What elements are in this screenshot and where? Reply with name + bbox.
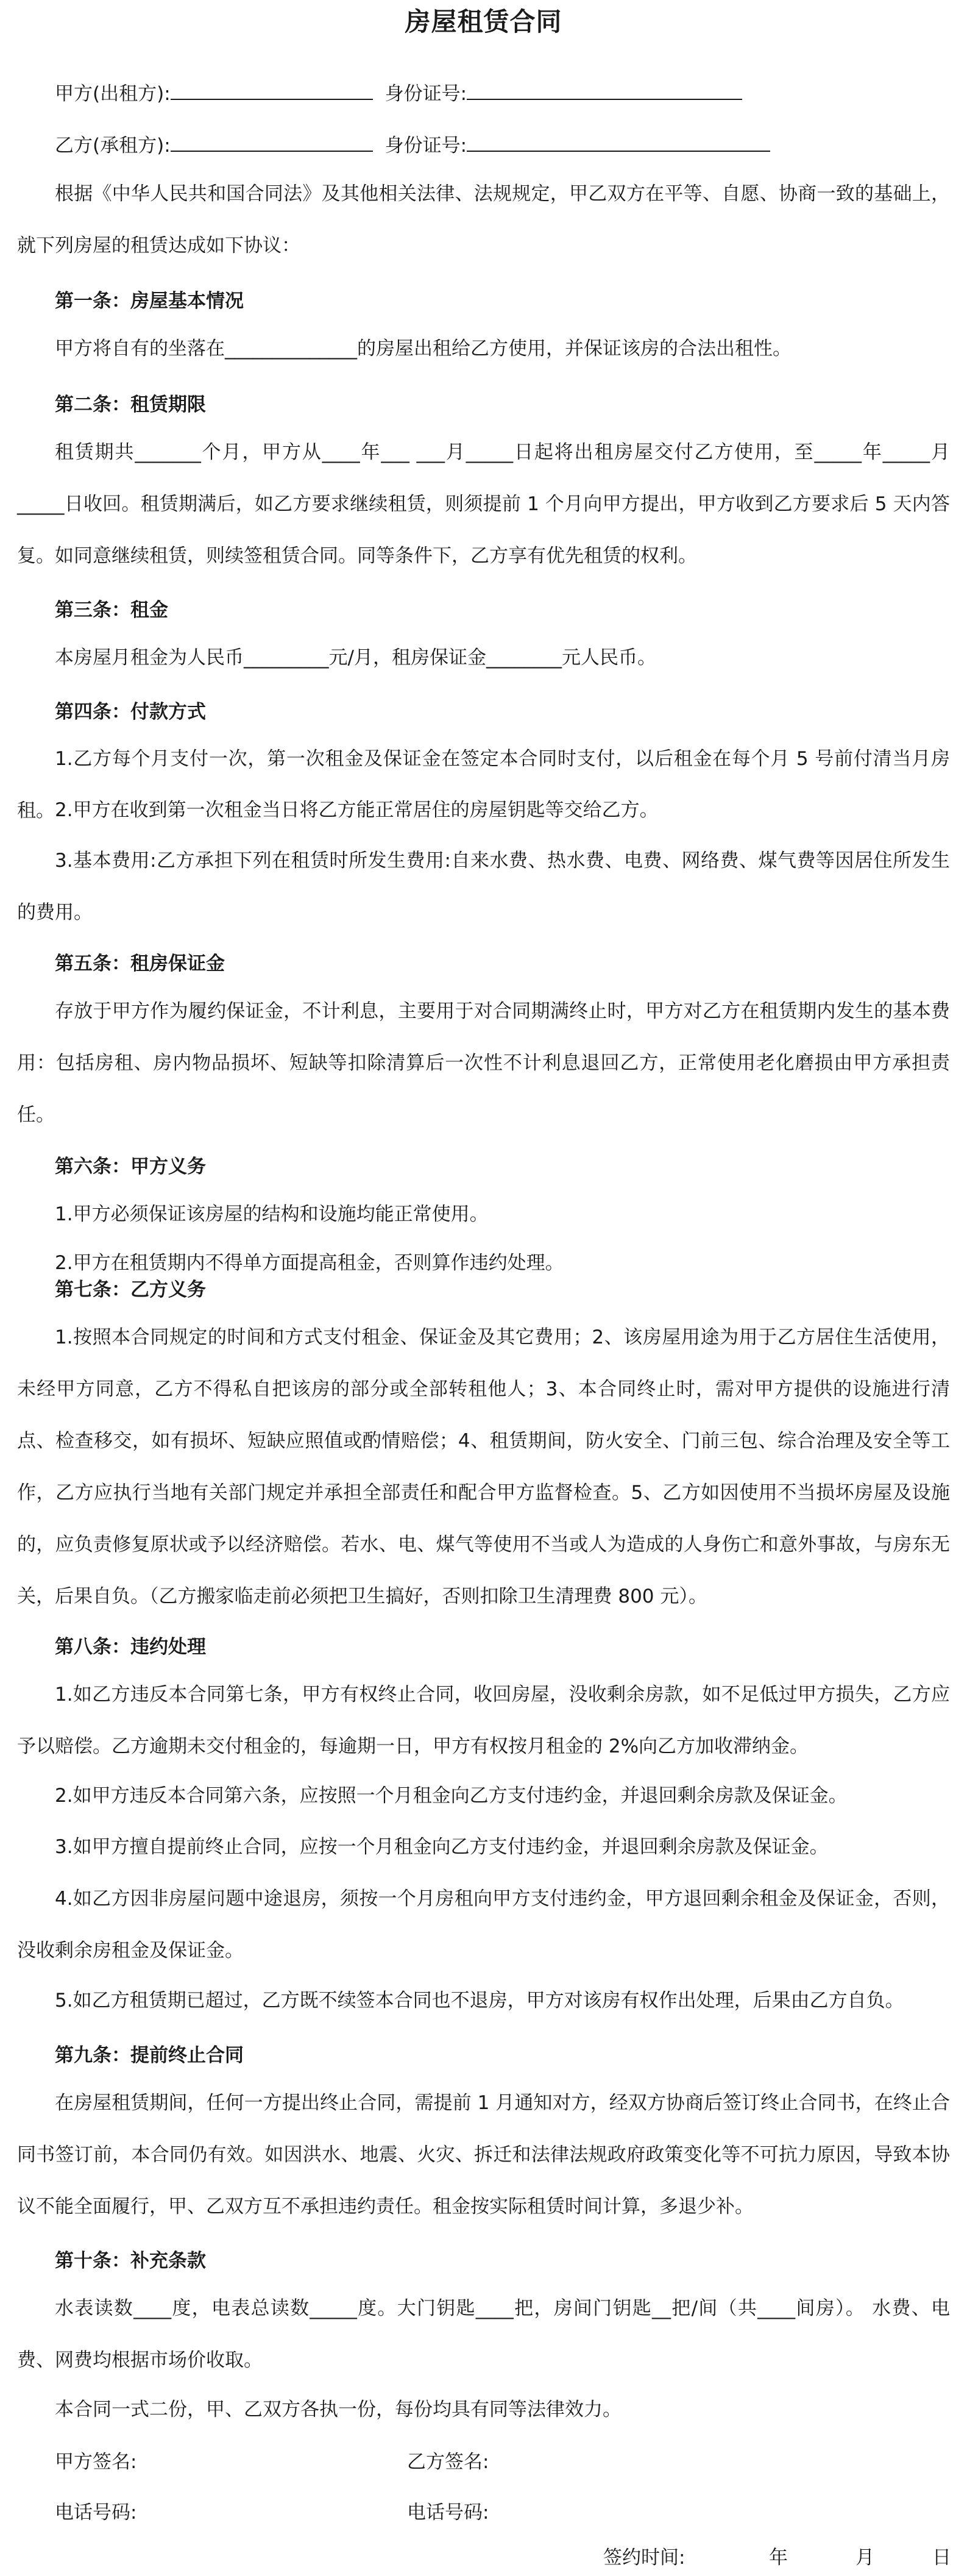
article-4-item-3: 3.基本费用:乙方承担下列在租赁时所发生费用:自来水费、热水费、电费、网络费、煤气费等因居住所发生的费用。 — [17, 850, 950, 923]
intro-paragraph: 根据《中华人民共和国合同法》及其他相关法律、法规规定，甲乙双方在平等、自愿、协商一致的基础上，就下列房屋的租赁达成如下协议： — [17, 183, 950, 257]
sign-month-label: 月 — [855, 2547, 874, 2569]
article-10-item-1: 水表读数____度，电表总读数_____度。大门钥匙____把，房间门钥匙__把/间（共____间房）。 水费、电费、网费均根据市场价收取。 — [17, 2297, 950, 2371]
article-8-item-3: 3.如甲方擅自提前终止合同，应按一个月租金向乙方支付违约金，并退回剩余房款及保证金。 — [55, 1836, 829, 1858]
document-title: 房屋租赁合同 — [405, 7, 562, 37]
article-9-heading: 第九条：提前终止合同 — [55, 2044, 244, 2066]
party-b-label: 乙方(承租方): — [55, 135, 171, 157]
party-b-id-label: 身份证号: — [384, 135, 467, 157]
party-b-phone-label: 电话号码: — [407, 2502, 489, 2524]
article-3-text: 本房屋月租金为人民币_________元/月，租房保证金________元人民币。 — [55, 647, 656, 669]
party-a-blank — [171, 80, 373, 100]
sign-time-label: 签约时间: — [603, 2547, 685, 2569]
article-6-item-1: 1.甲方必须保证该房屋的结构和设施均能正常使用。 — [55, 1203, 489, 1225]
article-8-item-4: 4.如乙方因非房屋问题中途退房，须按一个月房租向甲方支付违约金，甲方退回剩余租金及保证金，否则，没收剩余房租金及保证金。 — [17, 1888, 950, 1962]
article-10-heading: 第十条：补充条款 — [55, 2250, 206, 2272]
sign-year-label: 年 — [769, 2547, 788, 2569]
party-b-id-blank — [467, 132, 770, 152]
party-a-id-label: 身份证号: — [384, 83, 467, 105]
article-9-text: 在房屋租赁期间，任何一方提出终止合同，需提前 1 月通知对方，经双方协商后签订终止合同书，在终止合同书签订前，本合同仍有效。如因洪水、地震、火灾、拆迁和法律法规政府政策变化等不可抗力原因，导致本协议不能全面履行，甲、乙双方互不承担违约责任。租金按实际租赁时间计算，多退少补。 — [17, 2092, 950, 2218]
article-4-item-1: 1.乙方每个月支付一次，第一次租金及保证金在签定本合同时支付，以后租金在每个月 5 号前付清当月房租。 — [17, 748, 950, 822]
article-4-heading: 第四条：付款方式 — [55, 701, 206, 723]
article-5-text: 存放于甲方作为履约保证金，不计利息，主要用于对合同期满终止时，甲方对乙方在租赁期内发生的基本费用：包括房租、房内物品损坏、短缺等扣除清算后一次性不计利息退回乙方，正常使用老化磨损由甲方承担责任。 — [17, 1000, 950, 1126]
article-10-item-2: 本合同一式二份，甲、乙双方各执一份，每份均具有同等法律效力。 — [55, 2399, 622, 2421]
article-2-text: 租赁期共_______个月，甲方从____年___ ___月_____日起将出租房屋交付乙方使用，至_____年_____月_____日收回。租赁期满后，如乙方要求继续租赁，则须提前 1 个月向甲方提出，甲方收到乙方要求后 5 天内答复。如同意继续租赁，则续签租赁合同。同等条件下，乙方享有优先租赁的权利。 — [17, 441, 950, 567]
article-1-heading: 第一条：房屋基本情况 — [55, 290, 244, 312]
article-8-heading: 第八条：违约处理 — [55, 1636, 206, 1658]
party-b-blank — [171, 132, 373, 152]
article-6-item-2: 2.甲方在租赁期内不得单方面提高租金，否则算作违约处理。 — [55, 1252, 564, 1274]
party-a-label: 甲方(出租方): — [55, 83, 171, 105]
sign-day-label: 日 — [932, 2547, 951, 2569]
party-a-signature-label: 甲方签名: — [55, 2451, 137, 2473]
article-6-heading: 第六条：甲方义务 — [55, 1156, 206, 1178]
article-3-heading: 第三条：租金 — [55, 599, 168, 621]
party-a-id-blank — [467, 80, 742, 100]
article-8-item-2: 2.如甲方违反本合同第六条，应按照一个月租金向乙方支付违约金，并退回剩余房款及保证金。 — [55, 1785, 848, 1807]
article-5-heading: 第五条：租房保证金 — [55, 953, 225, 975]
article-1-text: 甲方将自有的坐落在______________的房屋出租给乙方使用，并保证该房的合法出租性。 — [55, 338, 792, 360]
article-8-item-1: 1.如乙方违反本合同第七条，甲方有权终止合同，收回房屋，没收剩余房款，如不足低过甲方损失，乙方应予以赔偿。乙方逾期未交付租金的，每逾期一日，甲方有权按月租金的 2%向乙方加收滞纳金。 — [17, 1684, 950, 1757]
article-8-item-5: 5.如乙方租赁期已超过，乙方既不续签本合同也不退房，甲方对该房有权作出处理，后果由乙方自负。 — [55, 1990, 904, 2012]
party-a-phone-label: 电话号码: — [55, 2502, 137, 2524]
party-a-row — [17, 78, 950, 105]
party-b-row — [17, 130, 950, 157]
article-7-heading: 第七条：乙方义务 — [55, 1279, 206, 1301]
article-2-heading: 第二条：租赁期限 — [55, 394, 206, 416]
article-7-text: 1.按照本合同规定的时间和方式支付租金、保证金及其它费用；2、该房屋用途为用于乙方居住生活使用，未经甲方同意，乙方不得私自把该房的部分或全部转租他人；3、本合同终止时，需对甲方提供的设施进行清点、检查移交，如有损坏、短缺应照值或酌情赔偿；4、租赁期间，防火安全、门前三包、综合治理及安全等工作，乙方应执行当地有关部门规定并承担全部责任和配合甲方监督检查。5、乙方如因使用不当损坏房屋及设施的，应负责修复原状或予以经济赔偿。若水、电、煤气等使用不当或人为造成的人身伤亡和意外事故，与房东无关，后果自负。（乙方搬家临走前必须把卫生搞好，否则扣除卫生清理费 800 元）。 — [17, 1326, 950, 1607]
party-b-signature-label: 乙方签名: — [407, 2451, 489, 2473]
article-4-item-2: 2.甲方在收到第一次租金当日将乙方能正常居住的房屋钥匙等交给乙方。 — [55, 799, 659, 821]
